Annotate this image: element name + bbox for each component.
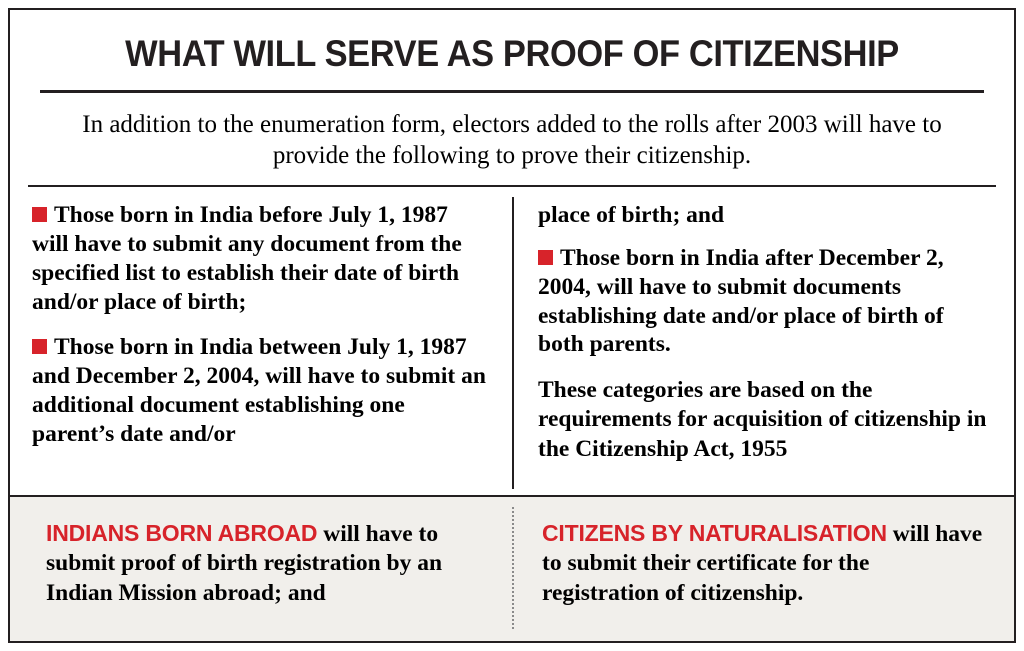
band-right-item [512, 497, 1014, 641]
band-left-text: will have to submit proof of birth registration by an Indian Mission abroad; and [46, 521, 443, 606]
list-item [32, 333, 486, 449]
list-item-text: Those born in India between July 1, 1987 and December 2, 2004, will have to submit an additional document establishing one parent’s date and/or [32, 334, 486, 448]
standfirst-text: In addition to the enumeration form, electors added to the rolls after 2003 will have to provide the following to prove their citizenship. [82, 110, 942, 169]
band-left-item [10, 497, 512, 641]
band-left-highlight: INDIANS BORN ABROAD [46, 520, 318, 546]
border-bottom [8, 641, 1016, 643]
infographic-inner [10, 10, 1014, 641]
band-divider [512, 507, 514, 629]
list-item [538, 244, 992, 360]
page-title: WHAT WILL SERVE AS PROOF OF CITIZENSHIP [125, 33, 899, 74]
band-right-highlight: CITIZENS BY NATURALISATION [542, 520, 887, 546]
red-square-bullet-icon [32, 339, 47, 354]
continuation-text: place of birth; and [538, 201, 725, 228]
right-column [512, 187, 1014, 495]
list-item-text: Those born in India before July 1, 1987 will have to submit any document from the specified list to establish their date of birth and/or place of birth; [32, 201, 462, 315]
footnote-text: These categories are based on the requirements for acquisition of citizenship in the Citizenship Act, 1955 [538, 377, 987, 462]
red-square-bullet-icon [538, 250, 553, 265]
highlight-band [10, 495, 1014, 641]
border-right [1014, 8, 1016, 643]
red-square-bullet-icon [32, 207, 47, 222]
left-column [10, 187, 512, 495]
list-item [32, 201, 486, 317]
content-columns [10, 187, 1014, 495]
list-item-text: Those born in India after December 2, 2004, will have to submit documents establishing date and/or place of birth of both parents. [538, 244, 944, 358]
column-divider [512, 197, 514, 489]
band-right-text: will have to submit their certificate for the registration of citizenship. [542, 521, 983, 606]
